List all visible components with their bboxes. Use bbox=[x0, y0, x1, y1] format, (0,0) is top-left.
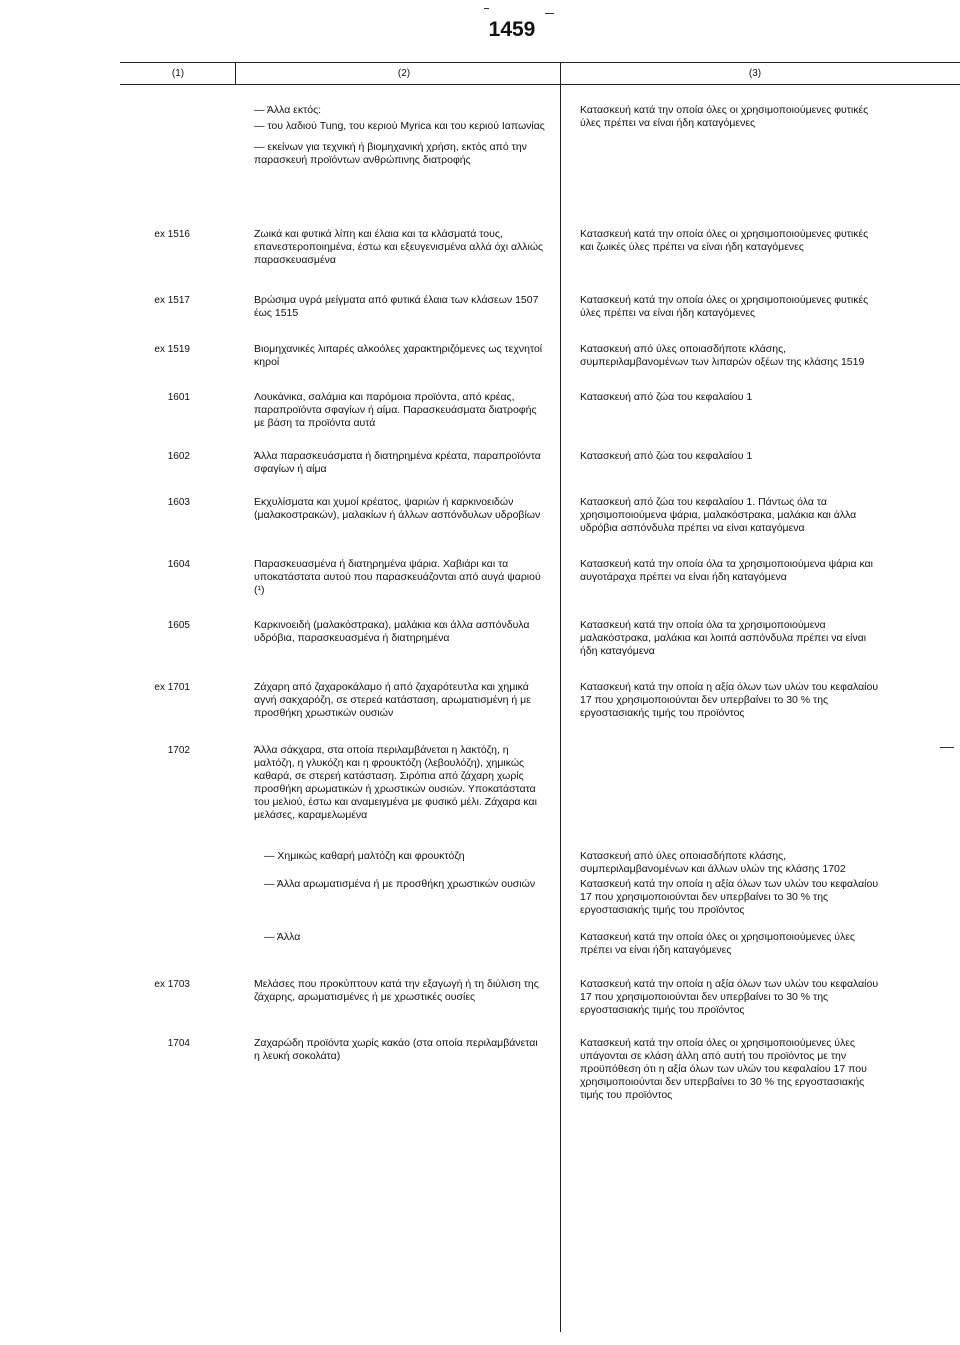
origin-condition: Κατασκευή κατά την οποία όλα τα χρησιμοποιούμενα μαλακόστρακα, μαλάκια και λοιπά ασπόνδυλα πρέπει να είναι ήδη καταγόμενα bbox=[580, 619, 867, 657]
scan-mark bbox=[940, 747, 954, 748]
goods-description: Εκχυλίσματα και χυμοί κρέατος, ψαριών ή καρκινοειδών (μαλακοστρακών), μαλακίων ή άλλων ασπόνδυλων υδροβίων bbox=[254, 496, 541, 521]
tariff-code: 1604 bbox=[167, 559, 190, 570]
goods-description: Άλλα παρασκευάσματα ή διατηρημένα κρέατα, παραπροϊόντα σφαγίων ή αίμα bbox=[254, 450, 541, 475]
page-number: 1459 bbox=[488, 18, 536, 41]
scan-mark bbox=[545, 13, 554, 14]
goods-description: Καρκινοειδή (μαλακόστρακα), μαλάκια και άλλα ασπόνδυλα υδρόβια, παρασκευασμένα ή διατηρημένα bbox=[254, 619, 530, 644]
tariff-code: 1605 bbox=[167, 620, 190, 631]
origin-condition: Κατασκευή κατά την οποία όλες οι χρησιμοποιούμενες φυτικές ύλες πρέπει να είναι ήδη καταγόμενες bbox=[580, 294, 869, 319]
goods-description: Άλλα σάκχαρα, στα οποία περιλαμβάνεται η λακτόζη, η μαλτόζη, η γλυκόζη και η φρουκτόζη (λεβουλόζη), χημικώς καθαρά, σε στερεή κατάσταση. Σιρόπια από ζάχαρη χωρίς προσθήκη αρωματικών ή χρωστικών ουσιών. Υποκατάστατα του μελιού, έστω και αναμειγμένα με φυσικό μέλι. Ζάχαρα και μελάσες, καραμελωμένα bbox=[254, 744, 537, 821]
goods-description: Ζάχαρη από ζαχαροκάλαμο ή από ζαχαρότευτλα και χημικά αγνή σακχαρόζη, σε στερεά κατάσταση, αρωματισμένη ή με προσθήκη χρωστικών ουσιών bbox=[254, 681, 531, 719]
column-header-2: (2) bbox=[397, 68, 411, 79]
goods-description: — Άλλα bbox=[264, 931, 301, 943]
header-bottom-rule bbox=[120, 84, 960, 85]
tariff-code: ex 1517 bbox=[154, 295, 190, 306]
origin-condition: Κατασκευή από ζώα του κεφαλαίου 1 bbox=[580, 450, 753, 462]
tariff-code: 1702 bbox=[167, 745, 190, 756]
tariff-code: ex 1516 bbox=[154, 229, 190, 240]
goods-description: Βρώσιμα υγρά μείγματα από φυτικά έλαια των κλάσεων 1507 έως 1515 bbox=[254, 294, 539, 319]
origin-condition: Κατασκευή κατά την οποία η αξία όλων των υλών του κεφαλαίου 17 που χρησιμοποιούνται δεν υπερβαίνει το 30 % της εργοστασιακής τιμής του προϊόντος bbox=[580, 878, 879, 916]
origin-condition: Κατασκευή από ύλες οποιασδήποτε κλάσης, συμπεριλαμβανομένων των λιπαρών οξέων της κλάσης 1519 bbox=[580, 343, 865, 368]
tariff-code: ex 1703 bbox=[154, 979, 190, 990]
goods-description: — Χημικώς καθαρή μαλτόζη και φρουκτόζη bbox=[264, 850, 465, 862]
tariff-code: 1602 bbox=[167, 451, 190, 462]
origin-condition: Κατασκευή κατά την οποία η αξία όλων των υλών του κεφαλαίου 17 που χρησιμοποιούνται δεν υπερβαίνει το 30 % της εργοστασιακής τιμής του προϊόντος bbox=[580, 681, 879, 719]
goods-description: Λουκάνικα, σαλάμια και παρόμοια προϊόντα, από κρέας, παραπροϊόντα σφαγίων ή αίμα. Παρασκευάσματα διατροφής με βάση τα προϊόντα αυτά bbox=[254, 391, 537, 429]
origin-condition: Κατασκευή από ζώα του κεφαλαίου 1. Πάντως όλα τα χρησιμοποιούμενα ψάρια, μαλακόστρακα, μαλάκια και άλλα υδρόβια ασπόνδυλα πρέπει να είναι καταγόμενα bbox=[580, 496, 857, 534]
goods-description: Ζαχαρώδη προϊόντα χωρίς κακάο (στα οποία περιλαμβάνεται η λευκή σοκολάτα) bbox=[254, 1037, 538, 1062]
column-divider bbox=[235, 62, 236, 84]
origin-condition: Κατασκευή από ζώα του κεφαλαίου 1 bbox=[580, 391, 753, 403]
description-line: — εκείνων για τεχνική ή βιομηχανική χρήση, εκτός από την παρασκευή προϊόντων ανθρώπινης διατροφής bbox=[254, 141, 527, 166]
goods-description: — Άλλα αρωματισμένα ή με προσθήκη χρωστικών ουσιών bbox=[264, 878, 536, 890]
goods-description: Παρασκευασμένα ή διατηρημένα ψάρια. Χαβιάρι και τα υποκατάστατα αυτού που παρασκευάζονται από αυγά ψαριού (¹) bbox=[254, 558, 541, 596]
tariff-code: ex 1519 bbox=[154, 344, 190, 355]
goods-description: Ζωικά και φυτικά λίπη και έλαια και τα κλάσματά τους, επανεστεροποιημένα, έστω και εξευγενισμένα αλλά όχι αλλιώς παρασκευασμένα bbox=[254, 228, 544, 266]
origin-condition: Κατασκευή κατά την οποία όλες οι χρησιμοποιούμενες ύλες υπάγονται σε κλάση άλλη από αυτή του προϊόντος με την προϋπόθεση ότι η αξία όλων των υλών του κεφαλαίου 17 που χρησιμοποιούνται δεν υπερβαίνει το 30 % της εργοστασιακής τιμής του προϊόντος bbox=[580, 1037, 867, 1101]
description-line: — Άλλα εκτός: bbox=[254, 104, 322, 116]
goods-description: Βιομηχανικές λιπαρές αλκοόλες χαρακτηριζόμενες ως τεχνητοί κηροί bbox=[254, 343, 543, 368]
column-header-1: (1) bbox=[171, 68, 185, 79]
origin-condition: Κατασκευή κατά την οποία η αξία όλων των υλών του κεφαλαίου 17 που χρησιμοποιούνται δεν υπερβαίνει το 30 % της εργοστασιακής τιμής του προϊόντος bbox=[580, 978, 879, 1016]
tariff-code: ex 1701 bbox=[154, 682, 190, 693]
tariff-code: 1603 bbox=[167, 497, 190, 508]
description-line: — του λαδιού Tung, του κεριού Myrica και του κεριού Ιαπωνίας bbox=[254, 120, 545, 132]
goods-description: Μελάσες που προκύπτουν κατά την εξαγωγή ή τη διύλιση της ζάχαρης, αρωματισμένες ή με χρωστικές ουσίες bbox=[254, 978, 539, 1003]
origin-condition: Κατασκευή κατά την οποία όλες οι χρησιμοποιούμενες φυτικές ύλες πρέπει να είναι ήδη καταγόμενες bbox=[580, 104, 869, 129]
tariff-code: 1601 bbox=[167, 392, 190, 403]
tariff-code: 1704 bbox=[167, 1038, 190, 1049]
column-divider bbox=[560, 62, 561, 1332]
goods-description bbox=[254, 104, 546, 167]
header-top-rule bbox=[120, 62, 960, 63]
origin-condition: Κατασκευή κατά την οποία όλα τα χρησιμοποιούμενα ψάρια και αυγοτάραχα πρέπει να είναι ήδη καταγόμενα bbox=[580, 558, 873, 583]
column-header-3: (3) bbox=[748, 68, 762, 79]
origin-condition: Κατασκευή από ύλες οποιασδήποτε κλάσης, συμπεριλαμβανομένων και άλλων υλών της κλάσης 1702 bbox=[580, 850, 846, 875]
scan-mark bbox=[484, 8, 489, 9]
origin-condition: Κατασκευή κατά την οποία όλες οι χρησιμοποιούμενες ύλες πρέπει να είναι ήδη καταγόμενες bbox=[580, 931, 855, 956]
origin-condition: Κατασκευή κατά την οποία όλες οι χρησιμοποιούμενες φυτικές και ζωικές ύλες πρέπει να είναι ήδη καταγόμενες bbox=[580, 228, 869, 253]
